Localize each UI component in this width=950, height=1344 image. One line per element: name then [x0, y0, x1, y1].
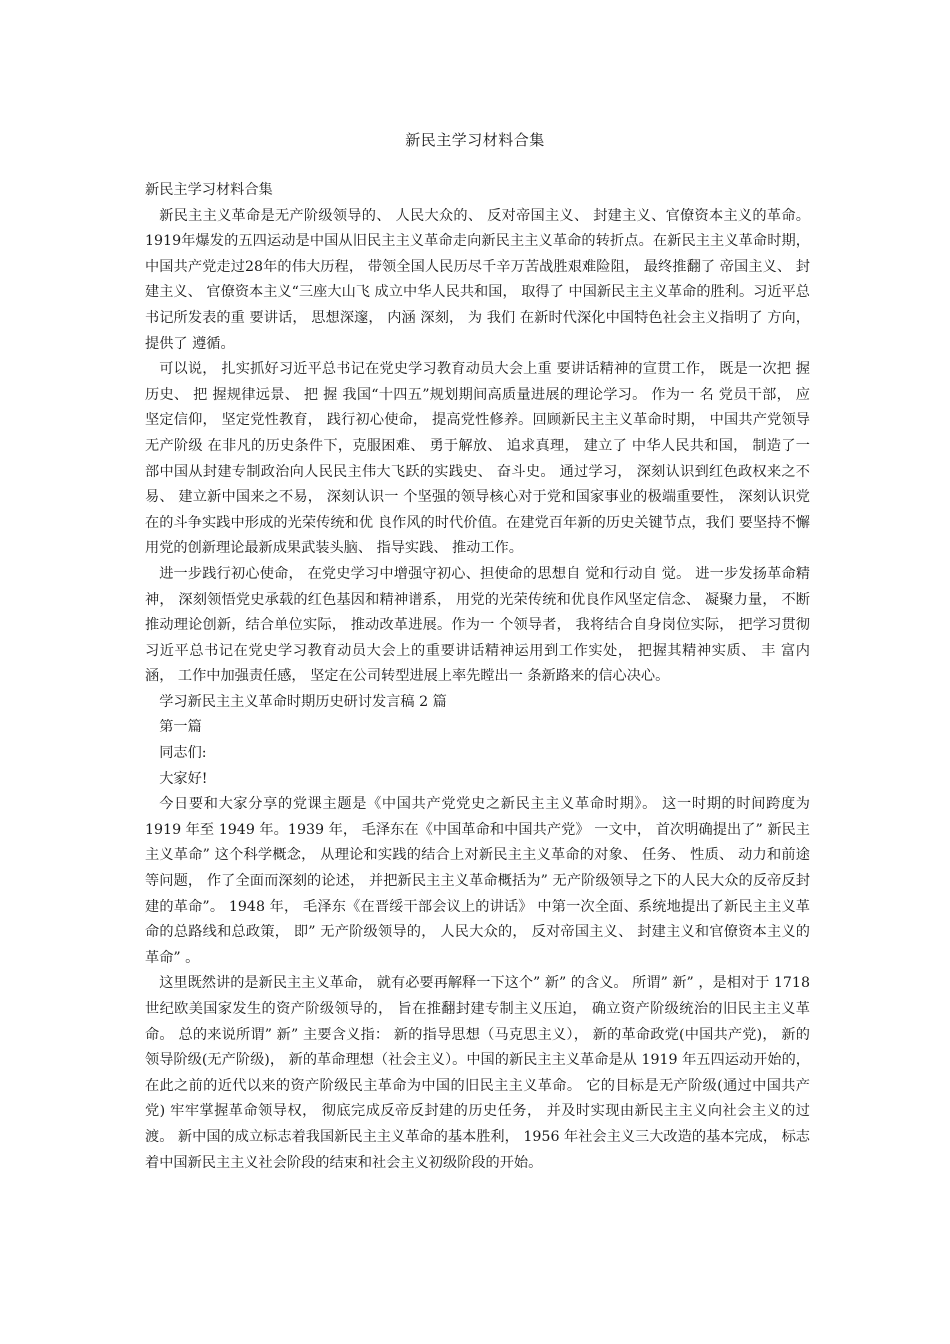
section-heading: 学习新民主主义革命时期历史研讨发言稿 2 篇: [159, 693, 447, 710]
document-body: [145, 178, 810, 1176]
body-paragraph: 可以说， 扎实抓好习近平总书记在党史学习教育动员大会上重 要讲话精神的宣贯工作， 既是一次把 握历史、 把 握规律远景、 把 握 我国“十四五”规划期间高质量进展的理论学习。 作为一 名 党员干部， 应坚定信仰， 坚定党性教育， 践行初心使命， 提高党性修养。回顾新民主主义革命时期， 中国共产党领导无产阶级 在非凡的历史条件下，克服困难、 勇于解放、 追求真理， 建立了 中华人民共和国， 制造了一 部中国从封建专制政治向人民民主伟大飞跃的实践史、 奋斗史。 通过学习， 深刻认识到红色政权来之不易、 建立新中国来之不易， 深刻认识一 个坚强的领导核心对于党和国家事业的极端重要性， 深刻认识党 在的斗争实践中形成的光荣传统和优 良作风的时代价值。在建党百年新的历史关键节点，我们 要坚持不懈用党的创新理论最新成果武装头脑、 指导实践、 推动工作。: [145, 361, 810, 557]
subtitle-line: 新民主学习材料合集: [145, 182, 273, 198]
body-paragraph: 这里既然讲的是新民主主义革命， 就有必要再解释一下这个” 新” 的含义。 所谓” 新” ，是相对于 1718 世纪欧美国家发生的资产阶级领导的， 旨在推翻封建专制主义压迫， 确立资产阶级统治的旧民主主义革命。 总的来说所谓” 新” 主要含义指： 新的指导思想（马克思主义）， 新的革命政党(中国共产党)， 新的领导阶级(无产阶级)， 新的革命理想（社会主义）。中国的新民主主义革命是从 1919 年五四运动开始的， 在此之前的近代以来的资产阶级民主革命为中国的旧民主主义革命。 它的目标是无产阶级(通过中国共产党) 牢牢掌握革命领导权， 彻底完成反帝反封建的历史任务， 并及时实现由新民主主义向社会主义的过渡。 新中国的成立标志着我国新民主主义革命的基本胜利， 1956 年社会主义三大改造的基本完成， 标志着中国新民主主义社会阶段的结束和社会主义初级阶段的开始。: [145, 975, 810, 1171]
body-paragraph: 进一步践行初心使命， 在党史学习中增强守初心、担使命的思想自 觉和行动自 觉。 进一步发扬革命精神， 深刻领悟党史承载的红色基因和精神谱系， 用党的光荣传统和优良作风坚定信念、 凝聚力量， 不断推动理论创新，结合单位实际， 推动改革进展。作为一 个领导者， 我将结合自身岗位实际， 把学习贯彻习近平总书记在党史学习教育动员大会上的重要讲话精神运用到工作实处， 把握其精神实质、 丰 富内涵， 工作中加强责任感， 坚定在公司转型进展上率先瞠出一 条新路来的信心决心。: [145, 565, 810, 685]
body-paragraph: 新民主主义革命是无产阶级领导的、 人民大众的、 反对帝国主义、 封建主义、官僚资本主义的革命。 1919年爆发的五四运动是中国从旧民主主义革命走向新民主主义革命的转折点。在新民主主义革命时期， 中国共产党走过28年的伟大历程， 带领全国人民历尽千辛万苦战胜艰难险阻， 最终推翻了 帝国主义、 封建主义、 官僚资本主义“三座大山飞 成立中华人民共和国， 取得了 中国新民主主义革命的胜利。习近平总书记所发表的重 要讲话， 思想深邃， 内涵 深刻， 为 我们 在新时代深化中国特色社会主义指明了 方向， 提供了 遵循。: [145, 207, 810, 352]
salutation: 同志们:: [159, 745, 207, 762]
body-paragraph: 今日要和大家分享的党课主题是《中国共产党党史之新民主主义革命时期》。 这一时期的时间跨度为 1919 年至 1949 年。1939 年， 毛泽东在《中国革命和中国共产党》 一文中， 首次明确提出了” 新民主主义革命” 这个科学概念， 从理论和实践的结合上对新民主主义革命的对象、 任务、 性质、 动力和前途等问题， 作了全面而深刻的论述， 并把新民主主义革命概括为” 无产阶级领导之下的人民大众的反帝反封建的革命”。 1948 年， 毛泽东《在晋绥干部会议上的讲话》 中第一次全面、系统地提出了新民主主义革命的总路线和总政策， 即” 无产阶级领导的， 人民大众的， 反对帝国主义、 封建主义和官僚资本主义的革命” 。: [145, 796, 810, 966]
greeting: 大家好!: [159, 770, 208, 787]
section-label: 第一篇: [159, 719, 202, 736]
document-title: 新民主学习材料合集: [405, 131, 545, 149]
